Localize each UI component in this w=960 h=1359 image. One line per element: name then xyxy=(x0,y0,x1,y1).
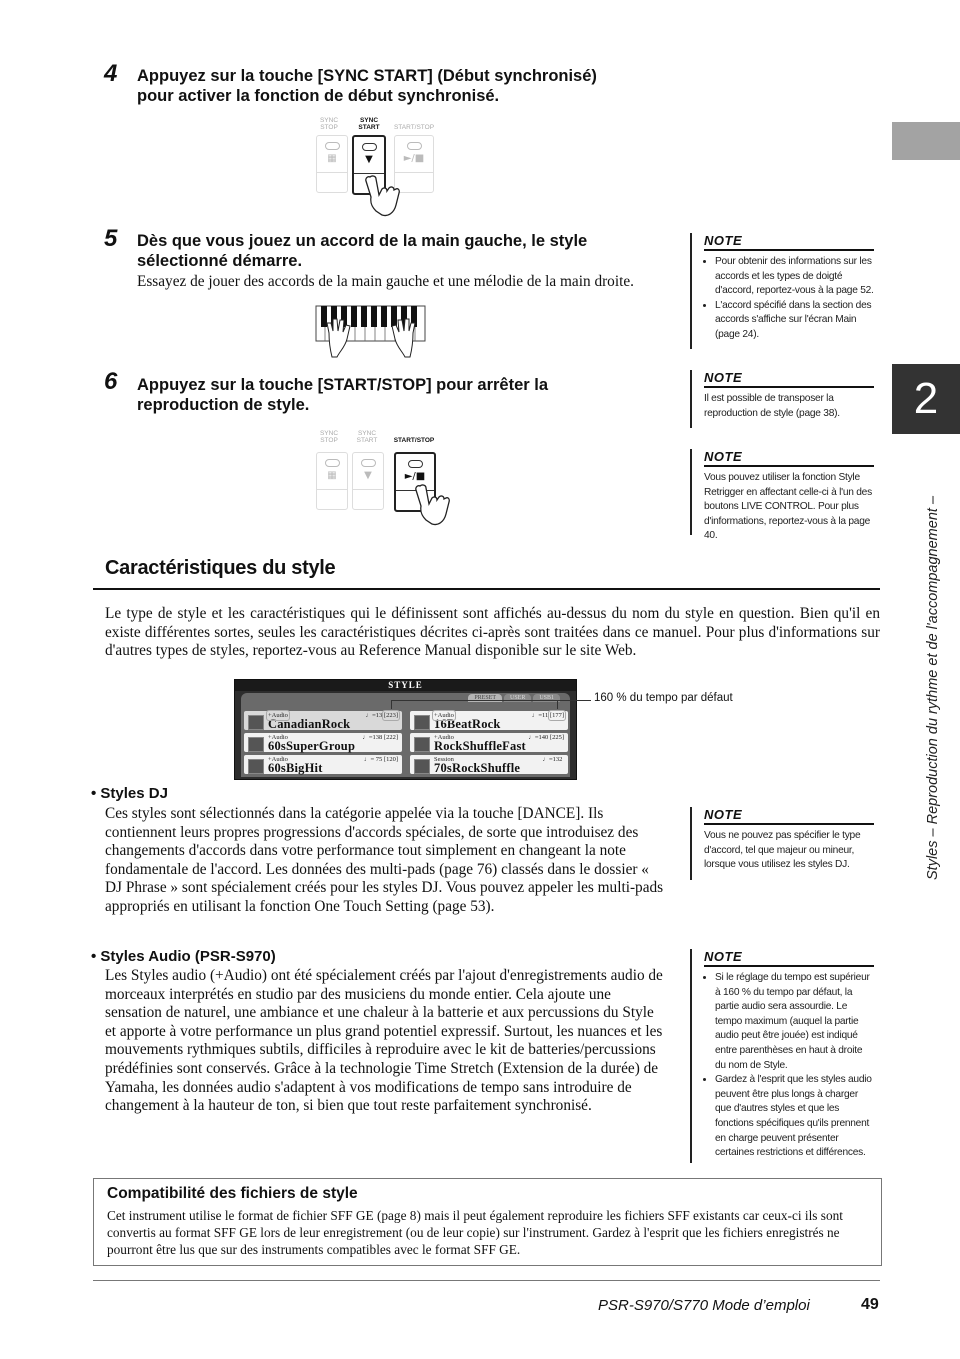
style-tempo: ♩=140 [225] xyxy=(528,734,564,741)
style-tempo-max: [120] xyxy=(383,756,398,763)
style-screen xyxy=(234,679,577,780)
note-text: Vous ne pouvez pas spécifier le type d'accord, tel que majeur ou mineur, lorsque vous utilisez les styles DJ. xyxy=(704,830,861,871)
sync-start-button[interactable] xyxy=(352,452,384,510)
step-title-line: Appuyez sur la touche [START/STOP] pour arrêter la xyxy=(137,376,549,394)
step-body: Essayez de jouer des accords de la main gauche et une mélodie de la main droite. xyxy=(137,273,634,290)
sync-start-icon: ▼ xyxy=(365,154,373,165)
section-rule xyxy=(93,588,880,590)
step-title-line: sélectionné démarre. xyxy=(137,252,303,270)
style-tempo-max: [222] xyxy=(383,734,398,741)
step-number: 4 xyxy=(104,60,118,87)
section-intro: Le type de style et les caractéristiques qui le définissent sont affichés au-dessus du nom du style en question. Bien qu'il en existe différentes sortes, seules les caractéristiques décrites ci-après sont traitées dans ce manuel. Pour plus d'informations sur d'autres types de styles, reportez-vous au Reference Manual disponible sur le site Web. xyxy=(105,605,880,660)
step-title-line: Appuyez sur la touche [SYNC START] (Début synchronisé) xyxy=(137,67,597,85)
style-item[interactable] xyxy=(410,755,568,774)
note-label: NOTE xyxy=(704,807,874,825)
play-stop-icon: ►/■ xyxy=(403,153,425,164)
step-title-line: Dès que vous jouez un accord de la main gauche, le style xyxy=(137,232,588,250)
callout-line xyxy=(557,700,558,709)
step-title xyxy=(137,66,597,106)
step-number: 6 xyxy=(104,368,118,395)
callout-line xyxy=(391,700,591,701)
style-item[interactable] xyxy=(244,755,402,774)
note-label: NOTE xyxy=(704,949,874,967)
dj-body: Ces styles sont sélectionnés dans la catégorie appelée via la touche [DANCE]. Ils contiennent leurs propres progressions d'accords spéciales, de sorte que introduisez des changements d'accords dans votre performance tout simplement en changeant la note fondamentale de l'accord. Les données des multi-pads (page 76) classés dans le dossier « DJ Phrase » sont spécialement créés pour les styles DJ. Vous pouvez appeler les multi-pads appropriés en utilisant la fonction One Touch Setting (page 53). xyxy=(105,805,664,915)
style-item[interactable] xyxy=(244,711,402,730)
note-box xyxy=(690,807,874,880)
button-panel-sync-start xyxy=(312,117,442,217)
compatibility-title: Compatibilité des fichiers de style xyxy=(107,1185,358,1202)
screen-title: STYLE xyxy=(235,680,576,691)
callout-label: 160 % du tempo par défaut xyxy=(594,692,733,704)
style-name: 60sBigHit xyxy=(268,761,323,775)
note-item: • Si le réglage du tempo est supérieur à 160 % du tempo par défaut, la partie audio sera assourdie. Le tempo maximum (auquel la partie audio peut être jouée) est indiqué entre parenthèses en haut à droite du nom de Style. xyxy=(715,971,874,1073)
note-item: • L'accord spécifié dans la section des accords s'affiche sur l'écran Main (page 24). xyxy=(715,299,874,343)
subsection-heading: • Styles DJ xyxy=(91,785,168,802)
style-item[interactable] xyxy=(410,711,568,730)
sync-stop-icon: ▦ xyxy=(327,470,337,481)
style-icon xyxy=(248,759,264,774)
note-box xyxy=(690,449,874,542)
style-tempo: ♩=13 [223] xyxy=(365,712,398,719)
style-tempo: ♩=132 xyxy=(542,756,563,763)
subsection-heading: • Styles Audio (PSR-S970) xyxy=(91,948,276,965)
style-type: +Audio xyxy=(268,712,288,719)
tab-preset[interactable]: PRESET xyxy=(468,694,502,702)
step-number: 5 xyxy=(104,225,118,252)
panel-label: START/STOP xyxy=(393,437,435,444)
style-type: +Audio xyxy=(434,712,454,719)
note-box xyxy=(690,370,874,428)
sync-start-icon: ▼ xyxy=(364,470,372,481)
style-name: 70sRockShuffle xyxy=(434,761,521,775)
style-item[interactable] xyxy=(244,733,402,752)
keyboard-hands-illustration xyxy=(315,305,427,359)
step-title-line: reproduction de style. xyxy=(137,396,310,414)
compatibility-box xyxy=(93,1178,882,1266)
style-tempo-max: [223] xyxy=(383,712,398,719)
style-type: +Audio xyxy=(434,734,454,741)
step-title xyxy=(137,375,548,415)
note-box xyxy=(690,949,874,1163)
sync-stop-button[interactable] xyxy=(316,135,348,193)
tab-usb1[interactable]: USB1 xyxy=(533,694,560,702)
pointing-hand-icon xyxy=(412,484,458,528)
note-label: NOTE xyxy=(704,449,874,467)
panel-label: SYNC START xyxy=(356,430,378,444)
style-tempo-max: [225] xyxy=(549,734,564,741)
page-number: 49 xyxy=(861,1296,879,1313)
note-text: Vous pouvez utiliser la fonction Style Retrigger en affectant celle-ci à l'un des boutons LIVE CONTROL. Pour plus d'informations, reportez-vous à la page 40. xyxy=(704,472,872,542)
note-item: • Pour obtenir des informations sur les accords et les types de doigté d'accord, reportez-vous à la page 52. xyxy=(715,255,874,299)
note-label: NOTE xyxy=(704,370,874,388)
chapter-title-vertical: Styles – Reproduction du rythme et de l'accompagnement – xyxy=(925,495,941,880)
play-stop-icon: ►/■ xyxy=(404,471,426,482)
style-tempo: ♩=138 [222] xyxy=(362,734,398,741)
tab-user[interactable]: USER xyxy=(504,694,531,702)
panel-label: SYNC STOP xyxy=(319,430,339,444)
section-title: Caractéristiques du style xyxy=(105,557,336,579)
footer-rule xyxy=(93,1280,880,1281)
style-name: 16BeatRock xyxy=(434,717,501,731)
audio-body: Les Styles audio (+Audio) ont été spécialement créés par l'ajout d'enregistrements audio de morceaux interprétés en studio par des musiciens du monde entier. Cela ajoute une sensation de naturel, une ambiance et une chaleur à la batterie et aux percussions du Style et apporte à votre performance un plus grand potentiel expressif. Surtout, les nuances et les mouvements rythmiques subtils, difficiles à reproduire avec le kit de batteries/percussions prédéfinies sont conservés. Grâce à la technologie Time Stretch (Extension de la durée) de Yamaha, les données audio s'adaptent à vos modifications de tempo sans introduire de changement à la hauteur de ton, si bien que tout reste parfaitement synchronisé. xyxy=(105,967,663,1115)
style-icon xyxy=(248,737,264,752)
style-icon xyxy=(414,759,430,774)
pointing-hand-icon xyxy=(362,175,408,219)
chapter-number-tab: 2 xyxy=(892,364,960,434)
style-icon xyxy=(248,715,264,730)
style-tempo: ♩=11 [177] xyxy=(531,712,564,719)
note-label: NOTE xyxy=(704,233,874,251)
step-title xyxy=(137,231,587,271)
style-type: +Audio xyxy=(268,756,288,763)
style-tempo: ♩= 75 [120] xyxy=(363,756,398,763)
panel-label: START/STOP xyxy=(393,124,435,131)
button-panel-start-stop xyxy=(312,430,452,530)
style-icon xyxy=(414,737,430,752)
style-name: CanadianRock xyxy=(268,717,351,731)
style-icon xyxy=(414,715,430,730)
footer-manual-title: PSR-S970/S770 Mode d’emploi xyxy=(598,1297,810,1314)
step-title-line: pour activer la fonction de début synchronisé. xyxy=(137,87,500,105)
style-tempo-max: [177] xyxy=(549,712,564,719)
panel-label: SYNC STOP xyxy=(319,117,339,131)
style-type: Session xyxy=(434,756,454,763)
style-type: +Audio xyxy=(268,734,288,741)
style-name: RockShuffleFast xyxy=(434,739,526,753)
sync-stop-icon: ▦ xyxy=(327,153,337,164)
chapter-tab-gray xyxy=(892,122,960,160)
callout-line xyxy=(391,700,392,709)
style-name: 60sSuperGroup xyxy=(268,739,356,753)
note-box xyxy=(690,233,874,349)
style-item[interactable] xyxy=(410,733,568,752)
panel-label: SYNC START xyxy=(358,117,380,131)
note-text: Il est possible de transposer la reproduction de style (page 38). xyxy=(704,393,840,419)
note-item: • Gardez à l'esprit que les styles audio peuvent être plus longs à charger que d'autres styles et que les fonctions spécifiques qu'ils prennent en charge peuvent présenter certaines restrictions et différences. xyxy=(715,1073,874,1161)
compatibility-body: Cet instrument utilise le format de fichier SFF GE (page 8) mais il peut également reproduire les fichiers SFF existants car ceux-ci ils sont convertis au format SFF GE lors de leur enregistrement (ou de leur copie) sur l'instrument. Gardez à l'esprit que les fichiers enregistrés ne pourront être lus que sur des instruments compatibles avec le format SFF GE. xyxy=(107,1208,843,1257)
sync-stop-button[interactable] xyxy=(316,452,348,510)
